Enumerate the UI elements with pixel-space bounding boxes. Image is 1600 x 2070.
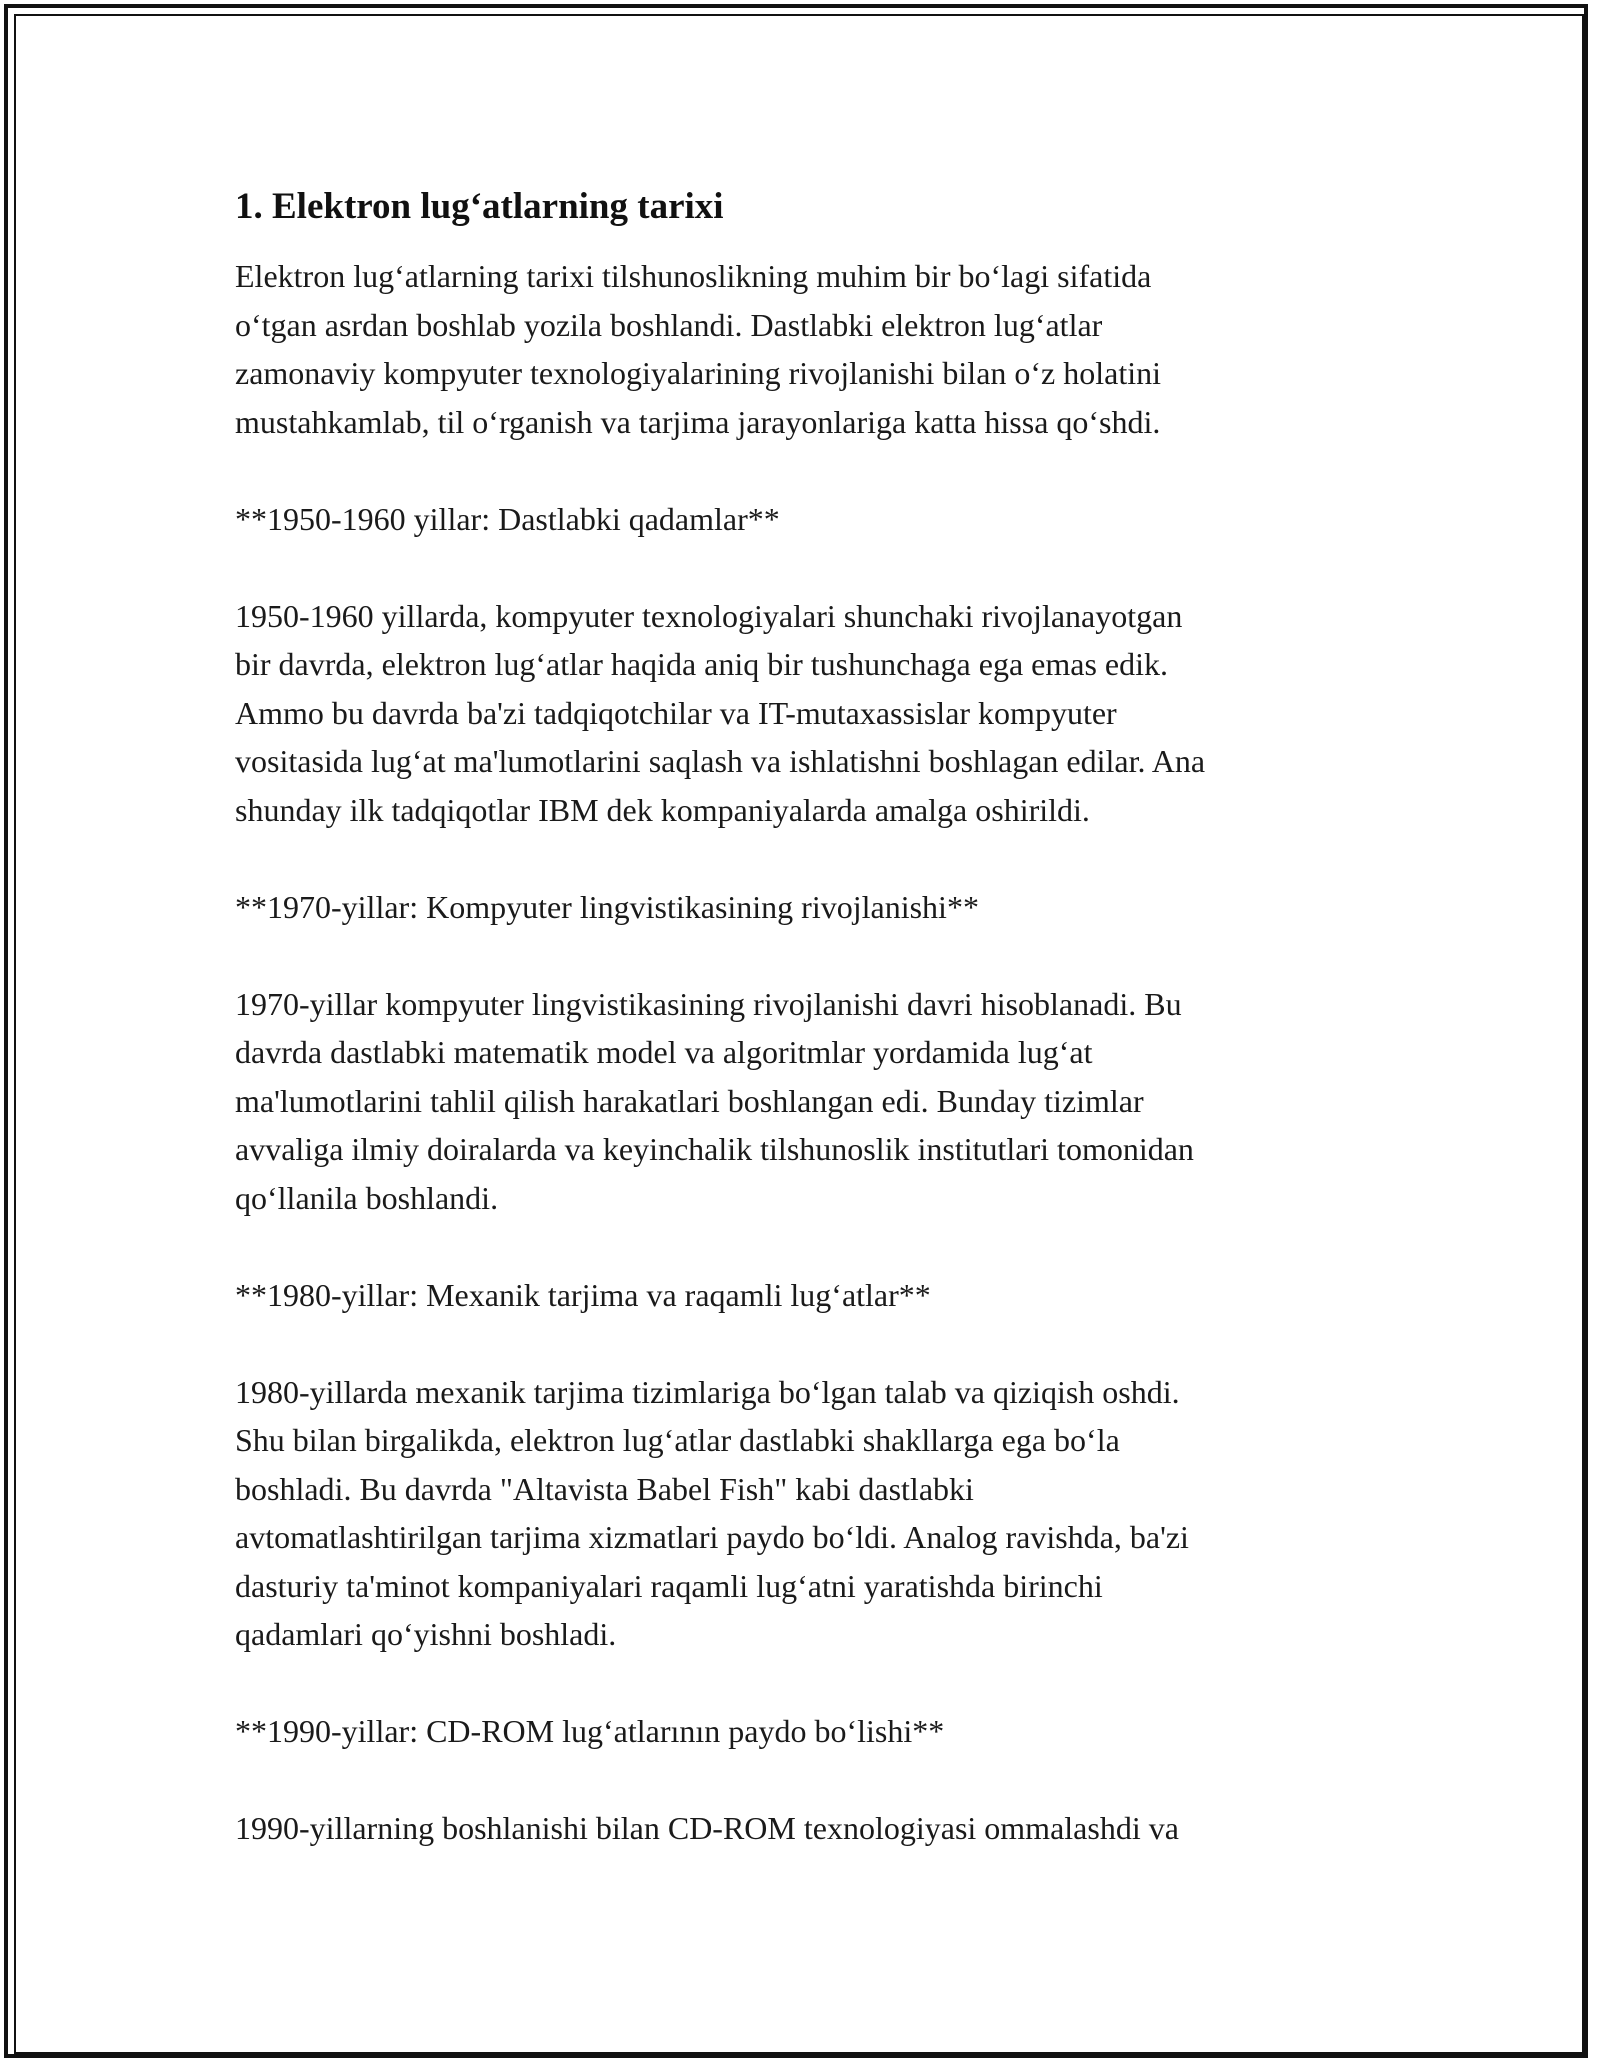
text-line: zamonaviy kompyuter texnologiyalarining rivojlanishi bilan o‘z holatini	[235, 355, 1162, 391]
text-line: mustahkamlab, til o‘rganish va tarjima jarayonlariga katta hissa qo‘shdi.	[235, 403, 1161, 440]
text-line: **1980-yillar: Mexanik tarjima va raqamli lug‘atlar**	[235, 1276, 931, 1313]
text-line: bir davrda, elektron lug‘atlar haqida aniq bir tushunchaga ega emas edik.	[235, 646, 1168, 682]
text-line: shunday ilk tadqiqotlar IBM dek kompaniyalarda amalga oshirildi.	[235, 791, 1090, 828]
text-line: ma'lumotlarini tahlil qilish harakatlari boshlangan edi. Bunday tizimlar	[235, 1082, 1144, 1119]
text-line: davrda dastlabki matematik model va algoritmlar yordamida lug‘at	[235, 1034, 1093, 1070]
text-line: avvaliga ilmiy doiralarda va keyinchalik tilshunoslik institutlari tomonidan	[235, 1131, 1194, 1167]
text-line: vositasida lug‘at ma'lumotlarini saqlash va ishlatishni boshlagan edilar. Ana	[235, 743, 1206, 779]
text-line: **1990-yillar: CD-ROM lug‘atlarının paydo bo‘lishi**	[235, 1713, 945, 1749]
text-line: avtomatlashtirilgan tarjima xizmatlari paydo bo‘ldi. Analog ravishda, ba'zi	[235, 1519, 1189, 1555]
text-line: 1970-yillar kompyuter lingvistikasining rivojlanishi davri hisoblanadi. Bu	[235, 985, 1182, 1022]
text-line: 1950-1960 yillarda, kompyuter texnologiyalari shunchaki rivojlanayotgan	[235, 597, 1183, 634]
text-line: o‘tgan asrdan boshlab yozila boshlandi. Dastlabki elektron lug‘atlar	[235, 306, 1103, 343]
text-line: Elektron lug‘atlarning tarixi tilshunoslikning muhim bir bo‘lagi sifatida	[235, 258, 1152, 294]
paragraph-1990s	[235, 1804, 1365, 1853]
text-line: **1950-1960 yillar: Dastlabki qadamlar**	[235, 500, 780, 537]
text-line: Ammo bu davrda ba'zi tadqiqotchilar va IT-mutaxassislar kompyuter	[235, 694, 1117, 731]
paragraph-1950s	[235, 592, 1365, 835]
text-line: dasturiy ta'minot kompaniyalari raqamli lug‘atni yaratishda birinchi	[235, 1567, 1103, 1604]
text-line: 1980-yillarda mexanik tarjima tizimlariga bo‘lgan talab va qiziqish oshdi.	[235, 1373, 1180, 1410]
document-body	[235, 182, 1365, 1901]
subheading-1990s	[235, 1707, 1365, 1756]
paragraph-1970s	[235, 980, 1365, 1223]
paragraph-intro	[235, 252, 1365, 446]
text-line: Shu bilan birgalikda, elektron lug‘atlar dastlabki shakllarga ega bo‘la	[235, 1422, 1120, 1458]
paragraph-1980s	[235, 1368, 1365, 1659]
text-line: qadamlari qo‘yishni boshladi.	[235, 1616, 617, 1652]
section-heading: 1. Elektron lug‘atlarning tarixi	[235, 186, 724, 227]
text-line: **1970-yillar: Kompyuter lingvistikasining rivojlanishi**	[235, 888, 979, 925]
subheading-1950s	[235, 495, 1365, 544]
text-line: qo‘llanila boshlandi.	[235, 1179, 499, 1216]
text-line: boshladi. Bu davrda "Altavista Babel Fish" kabi dastlabki	[235, 1470, 974, 1507]
subheading-1980s	[235, 1271, 1365, 1320]
subheading-1970s	[235, 883, 1365, 932]
text-line: 1990-yillarning boshlanishi bilan CD-ROM texnologiyasi ommalashdi va	[235, 1810, 1179, 1846]
